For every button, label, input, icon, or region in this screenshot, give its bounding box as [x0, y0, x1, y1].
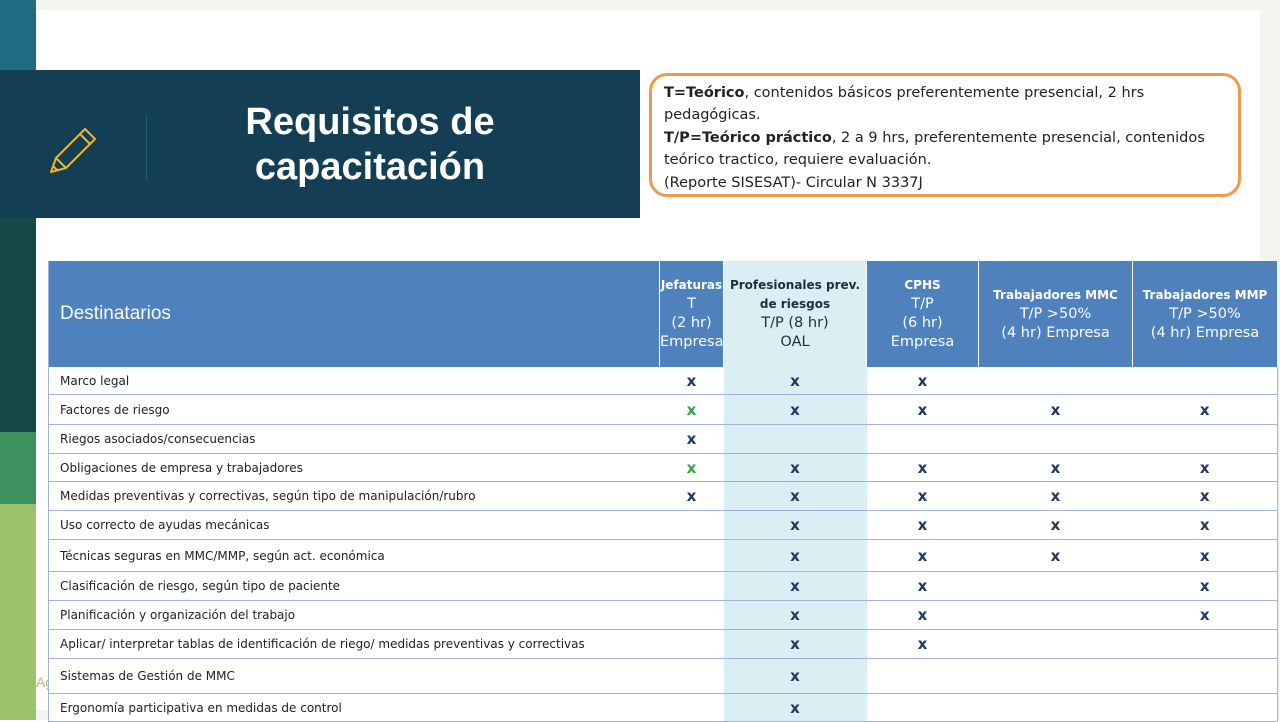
check-mark-cell [660, 511, 724, 540]
check-mark-cell [867, 694, 979, 722]
check-mark-cell [1133, 425, 1278, 454]
check-mark-cell: x [1133, 395, 1278, 425]
check-mark-cell [867, 425, 979, 454]
check-mark-cell [867, 659, 979, 694]
title-divider [146, 114, 147, 180]
check-mark-cell: x [979, 540, 1133, 572]
row-label: Uso correcto de ayudas mecánicas [49, 511, 660, 540]
table-row [49, 694, 1278, 722]
note-tp-label: T/P=Teórico práctico [664, 129, 832, 146]
check-mark-cell: x [1133, 540, 1278, 572]
table-row [49, 454, 1278, 482]
table-row [49, 572, 1278, 601]
legend-note [649, 73, 1241, 197]
check-mark-cell: x [979, 511, 1133, 540]
requirements-table [48, 261, 1278, 722]
check-mark-cell: x [979, 395, 1133, 425]
header-jefaturas-line: T [687, 296, 696, 312]
check-mark-cell: x [724, 540, 867, 572]
check-mark-cell: x [724, 395, 867, 425]
check-mark-cell: x [1133, 454, 1278, 482]
check-mark-cell: x [1133, 601, 1278, 630]
header-jefaturas-title: Jefaturas [660, 278, 723, 292]
header-cphs-line: Empresa [890, 334, 955, 350]
check-mark-cell: x [867, 630, 979, 659]
check-mark-cell [660, 572, 724, 601]
row-label: Sistemas de Gestión de MMC [49, 659, 660, 694]
check-mark-cell [724, 425, 867, 454]
check-mark-cell [1133, 630, 1278, 659]
check-mark-cell: x [724, 482, 867, 511]
check-mark-cell: x [660, 454, 724, 482]
row-label: Aplicar/ interpretar tablas de identificación de riego/ medidas preventivas y correctivas [49, 630, 660, 659]
header-cphs [867, 261, 979, 367]
check-mark-cell [660, 601, 724, 630]
check-mark-cell: x [724, 454, 867, 482]
table-row [49, 482, 1278, 511]
table-row [49, 601, 1278, 630]
pencil-icon [44, 118, 102, 176]
table-header-row [49, 261, 1278, 367]
table-row [49, 367, 1278, 395]
check-mark-cell [1133, 659, 1278, 694]
row-label: Obligaciones de empresa y trabajadores [49, 454, 660, 482]
check-mark-cell: x [867, 482, 979, 511]
check-mark-cell [979, 425, 1133, 454]
table-row [49, 659, 1278, 694]
row-label: Medidas preventivas y correctivas, según tipo de manipulación/rubro [49, 482, 660, 511]
check-mark-cell [979, 630, 1133, 659]
row-label: Ergonomía participativa en medidas de control [49, 694, 660, 722]
header-mmc-line: (4 hr) Empresa [1001, 324, 1110, 341]
header-jefaturas-line: (2 hr) [671, 315, 712, 331]
header-profesionales [724, 261, 867, 367]
check-mark-cell [979, 694, 1133, 722]
check-mark-cell: x [867, 454, 979, 482]
check-mark-cell: x [867, 572, 979, 601]
footer-text: Ag [36, 674, 54, 690]
check-mark-cell [660, 694, 724, 722]
row-label: Técnicas seguras en MMC/MMP, según act. económica [49, 540, 660, 572]
check-mark-cell [660, 659, 724, 694]
check-mark-cell [1133, 694, 1278, 722]
header-mmp-title: Trabajadores MMP [1142, 287, 1268, 302]
check-mark-cell: x [660, 425, 724, 454]
check-mark-cell: x [724, 572, 867, 601]
row-label: Clasificación de riesgo, según tipo de paciente [49, 572, 660, 601]
check-mark-cell [1133, 367, 1278, 395]
check-mark-cell [660, 540, 724, 572]
left-stripe-dark [0, 218, 36, 432]
check-mark-cell: x [979, 454, 1133, 482]
table-row [49, 425, 1278, 454]
check-mark-cell: x [724, 694, 867, 722]
left-stripe-lime [0, 504, 36, 720]
header-mmp-line: (4 hr) Empresa [1150, 324, 1260, 341]
check-mark-cell [979, 659, 1133, 694]
header-cphs-title: CPHS [904, 278, 941, 292]
check-mark-cell: x [724, 601, 867, 630]
check-mark-cell: x [724, 511, 867, 540]
note-t-text: , contenidos básicos preferentemente presencial, 2 hrs pedagógicas. [664, 85, 1145, 124]
check-mark-cell: x [1133, 572, 1278, 601]
header-jefaturas-line: Empresa [660, 334, 724, 350]
header-mmc-title: Trabajadores MMC [993, 287, 1118, 302]
header-profesionales-title: Profesionales prev. de riesgos [729, 278, 861, 311]
check-mark-cell: x [724, 367, 867, 395]
table-body [49, 367, 1278, 722]
check-mark-cell: x [867, 367, 979, 395]
check-mark-cell: x [1133, 482, 1278, 511]
table-row [49, 511, 1278, 540]
check-mark-cell: x [724, 630, 867, 659]
page-title: Requisitos de capacitación [245, 101, 495, 188]
check-mark-cell [979, 601, 1133, 630]
check-mark-cell: x [867, 511, 979, 540]
check-mark-cell: x [1133, 511, 1278, 540]
check-mark-cell: x [660, 367, 724, 395]
note-tp-text: , 2 a 9 hrs, preferentemente presencial, contenidos teórico tractico, requiere evaluación. [664, 129, 1205, 169]
table-row [49, 395, 1278, 425]
header-profesionales-line: T/P (8 hr) [761, 315, 829, 331]
check-mark-cell: x [660, 482, 724, 511]
check-mark-cell [660, 630, 724, 659]
header-cphs-line: T/P [911, 296, 934, 312]
table-row [49, 540, 1278, 572]
check-mark-cell: x [867, 601, 979, 630]
header-cphs-line: (6 hr) [902, 315, 943, 331]
note-source: (Reporte SISESAT)- Circular N 3337J [664, 174, 923, 191]
left-stripe-green [0, 432, 36, 504]
check-mark-cell: x [867, 395, 979, 425]
check-mark-cell: x [979, 482, 1133, 511]
header-jefaturas [660, 261, 724, 367]
header-mmc-line: T/P >50% [1019, 305, 1092, 322]
header-profesionales-line: OAL [780, 334, 810, 350]
header-trabajadores-mmc [979, 261, 1133, 367]
row-label: Riegos asociados/consecuencias [49, 425, 660, 454]
check-mark-cell: x [867, 540, 979, 572]
row-label: Planificación y organización del trabajo [49, 601, 660, 630]
row-label: Factores de riesgo [49, 395, 660, 425]
check-mark-cell: x [724, 659, 867, 694]
row-label: Marco legal [49, 367, 660, 395]
header-mmp-line: T/P >50% [1169, 305, 1241, 322]
table-row [49, 630, 1278, 659]
left-stripe-teal [0, 0, 36, 70]
header-destinatarios: Destinatarios [49, 261, 660, 367]
note-t-label: T=Teórico [664, 85, 745, 101]
check-mark-cell [979, 572, 1133, 601]
header-trabajadores-mmp [1133, 261, 1278, 367]
check-mark-cell: x [660, 395, 724, 425]
check-mark-cell [979, 367, 1133, 395]
